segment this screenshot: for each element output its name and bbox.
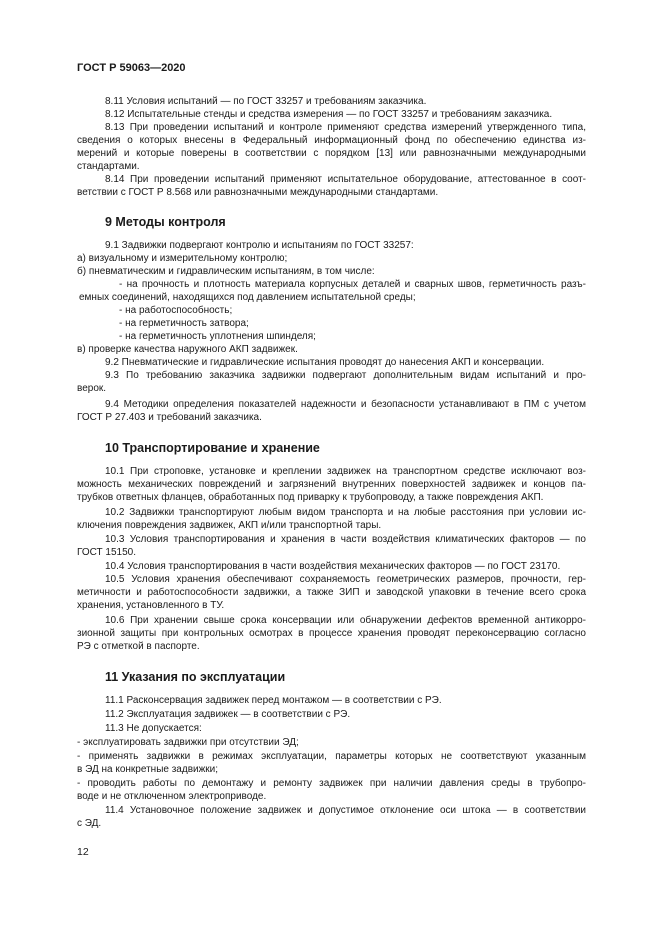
paragraph-10-5-line: 10.5 Условия хранения обеспечивают сохраняемость геометрических размеров, прочности, гер- [105,574,586,585]
paragraph-9-3-line: верок. [77,383,107,394]
paragraph-9-4-line: ГОСТ Р 27.403 и требований заказчика. [77,412,262,423]
paragraph-10-6-line: 10.6 При хранении свыше срока консервации или обнаружении дефектов временной антикорро- [105,615,586,626]
section-11-heading: 11 Указания по эксплуатации [105,670,286,684]
paragraph-10-6-line: зионной защиты при контрольных осмотрах в процессе хранения проводят переконсервацию согласно [77,628,586,639]
paragraph-10-1-line: можность механических повреждений и загрязнений внутренних поверхностей задвижек и концов па- [77,479,586,490]
sub-item-spindle-tightness: - на герметичность уплотнения шпинделя; [119,331,316,342]
list-item-b: б) пневматическим и гидравлическим испытаниям, в том числе: [77,266,375,277]
prohibition-item-cont: в ЭД на конкретные задвижки; [77,764,219,775]
paragraph-10-3-line: ГОСТ 15150. [77,547,136,558]
paragraph-11-4-line: с ЭД. [77,818,102,829]
paragraph-9-3-line: 9.3 По требованию заказчика задвижки подвергают дополнительным видам испытаний и про- [105,370,586,381]
paragraph-8-14-line: 8.14 При проведении испытаний применяют испытательное оборудование, аттестованное в соот- [105,174,586,185]
page-number: 12 [77,846,89,858]
paragraph-11-3: 11.3 Не допускается: [105,723,202,734]
sub-item-strength: - на прочность и плотность материала корпусных деталей и сварных швов, герметичность разъ- [119,279,586,290]
paragraph-10-5-line: хранения, установленного в ТУ. [77,600,225,611]
paragraph-9-2: 9.2 Пневматические и гидравлические испытания проводят до нанесения АКП и консервации. [105,357,545,368]
paragraph-8-12: 8.12 Испытательные стенды и средства измерения — по ГОСТ 33257 и требованиям заказчика. [105,109,553,120]
paragraph-10-1-line: трубков ответных фланцев, обработанных под приварку к трубопроводу, а также повреждения АКП. [77,492,544,503]
paragraph-10-4: 10.4 Условия транспортирования в части воздействия механических факторов — по ГОСТ 23170. [105,561,561,572]
paragraph-11-1: 11.1 Расконсервация задвижек перед монтажом — в соответствии с РЭ. [105,695,442,706]
prohibition-item-cont: воде и не отключенном электроприводе. [77,791,267,802]
paragraph-11-2: 11.2 Эксплуатация задвижек — в соответствии с РЭ. [105,709,351,720]
list-item-a: а) визуальному и измерительному контролю; [77,253,288,264]
paragraph-10-6-line: РЭ с отметкой в паспорте. [77,641,200,652]
paragraph-8-13-line: 8.13 При проведении испытаний и контроле применяют средства измерений утвержденного типа, [105,122,586,133]
list-item-c: в) проверке качества наружного АКП задвижек. [77,344,298,355]
sub-item-strength-cont: емных соединений, находящихся под давлением испытательной среды; [79,292,416,303]
prohibition-item: - применять задвижки в режимах эксплуатации, параметры которых не соответствуют указанным [77,751,586,762]
paragraph-8-14-line: ветствии с ГОСТ Р 8.568 или равнозначными международными стандартами. [77,187,439,198]
section-10-heading: 10 Транспортирование и хранение [105,441,320,455]
paragraph-10-3-line: 10.3 Условия транспортирования и хранения в части воздействия климатических факторов — по [105,534,586,545]
paragraph-9-4-line: 9.4 Методики определения показателей надежности и безопасности устанавливают в ПМ с учетом [105,399,586,410]
paragraph-8-13-line: мерений и которые поверены в соответствии с порядком [13] или равнозначными международными [77,148,586,159]
paragraph-9-1: 9.1 Задвижки подвергают контролю и испытаниям по ГОСТ 33257: [105,240,414,251]
prohibition-item: - проводить работы по демонтажу и ремонту задвижек при наличии давления среды в трубопро- [77,778,586,789]
paragraph-11-4-line: 11.4 Установочное положение задвижек и допустимое отклонение оси штока — в соответствии [105,805,586,816]
paragraph-8-13-line: стандартами. [77,161,140,172]
standard-header: ГОСТ Р 59063—2020 [77,62,186,74]
paragraph-10-1-line: 10.1 При строповке, установке и креплении задвижек на транспортном средстве исключают воз- [105,466,586,477]
paragraph-8-13-line: сведения о которых внесены в Федеральный информационный фонд по обеспечению единства из- [77,135,586,146]
sub-item-operability: - на работоспособность; [119,305,233,316]
section-9-heading: 9 Методы контроля [105,215,226,229]
paragraph-8-11: 8.11 Условия испытаний — по ГОСТ 33257 и требованиям заказчика. [105,96,427,107]
sub-item-gate-tightness: - на герметичность затвора; [119,318,249,329]
paragraph-10-5-line: метичности и работоспособности задвижки, а также ЗИП и заводской упаковки в течение всего срока [77,587,586,598]
prohibition-item: - эксплуатировать задвижки при отсутствии ЭД; [77,737,299,748]
paragraph-10-2-line: 10.2 Задвижки транспортируют любым видом транспорта и на любые расстояния при условии ис- [105,507,586,518]
paragraph-10-2-line: ключения повреждения задвижек, АКП и/или транспортной тары. [77,520,382,531]
